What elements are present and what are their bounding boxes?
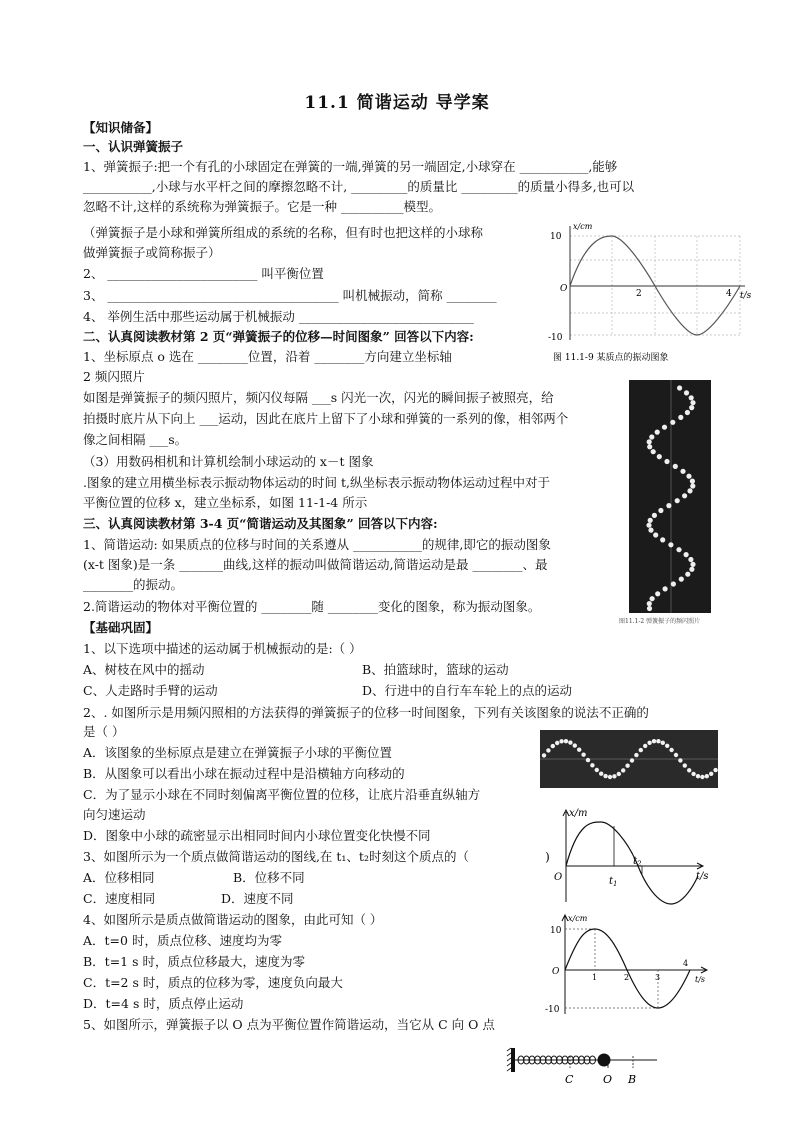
strobe-dot [687, 768, 691, 772]
strobe-dot [660, 537, 665, 542]
strobe-dot [648, 518, 653, 523]
strobe-dot [612, 774, 616, 778]
strobe-dot [691, 772, 695, 776]
strobe-dot [680, 469, 685, 474]
text-line: 2、 ________________________ 叫平衡位置 [83, 266, 324, 281]
strobe-dot [685, 572, 690, 577]
strobe-dot [682, 493, 687, 498]
q4-option-c: C．t=2 s 时，质点的位移为零，速度负向最大 [83, 975, 343, 990]
strobe-dot [688, 557, 693, 562]
strobe-dot [577, 748, 581, 752]
figure-question4-graph [545, 912, 715, 1017]
fig5-tick: 3 [655, 973, 661, 982]
strobe-dot [650, 596, 655, 601]
strobe-dot [653, 532, 658, 537]
strobe-dot [652, 739, 656, 743]
question-1: 1、以下选项中描述的运动属于机械振动的是:（ ） [83, 641, 362, 656]
fig5-ylabel: x/cm [568, 914, 588, 923]
strobe-dot [634, 753, 638, 757]
figure-spring-oscillator [507, 1046, 667, 1094]
strobe-dot [674, 753, 678, 757]
fig4-origin: O [554, 872, 563, 883]
text-line: ___________,小球与水平杆之间的摩擦忽略不计, _________的质量比 _________的质量小得多,也可以 [83, 179, 635, 194]
q1-option-b: B、拍篮球时，篮球的运动 [362, 662, 509, 677]
strobe-dot [658, 508, 663, 513]
label-c: C [565, 1073, 574, 1086]
strobe-dot [646, 523, 651, 528]
fig1-origin: O [560, 284, 568, 294]
strobe-dot [608, 775, 612, 779]
strobe-dot [639, 748, 643, 752]
strobe-dot [551, 744, 555, 748]
text-line: 2 频闪照片 [83, 369, 145, 384]
fig5-tick: 1 [592, 973, 598, 982]
text-line: (x-t 图象)是一条 _______曲线,这样的振动叫做简谐运动,简谐运动是最 ________、最 [83, 557, 548, 572]
strobe-dot [603, 774, 607, 778]
question-2: 2、. 如图所示是用频闪照相的方法获得的弹簧振子的位移一时间图象，下列有关该图象的说法不正确的 [83, 705, 649, 720]
strobe-dot [684, 552, 689, 557]
q4-option-b: B．t=1 s 时，质点位移最大，速度为零 [83, 954, 305, 969]
strobe-dot [630, 758, 634, 762]
strobe-dot [689, 405, 694, 410]
text-line: 向匀速运动 [83, 807, 146, 822]
strobe-dot [686, 474, 691, 479]
strobe-dot [677, 385, 682, 390]
strobe-dot [675, 498, 680, 503]
strobe-dot [647, 601, 652, 606]
strobe-dot [687, 488, 692, 493]
fig5-tick: 2 [624, 973, 630, 982]
q1-option-a: A、树枝在风中的摇动 [83, 662, 205, 677]
strobe-dot [647, 439, 652, 444]
text-line: 忽略不计,这样的系统称为弹簧振子。它是一种 __________模型。 [83, 199, 441, 214]
strobe-dot [581, 753, 585, 757]
text-line: 平衡位置的位移 x，建立坐标系，如图 11-1-4 所示 [83, 495, 368, 510]
text-line: （弹簧振子是小球和弹簧所组成的系统的名称，但有时也把这样的小球称 [83, 225, 484, 240]
section-heading-1: 一、认识弹簧振子 [83, 139, 184, 154]
text-line: （3）用数码相机和计算机绘制小球运动的 x－t 图象 [83, 454, 374, 469]
strobe-dot [678, 758, 682, 762]
q2-option-c: C．为了显示小球在不同时刻偏离平衡位置的位移，让底片沿垂直纵轴方 [83, 787, 481, 802]
q3-option-c: C．速度相同 [83, 891, 156, 906]
section-basics: 【基础巩固】 [83, 620, 159, 635]
q2-option-a: A．该图象的坐标原点是建立在弹簧振子小球的平衡位置 [83, 745, 393, 760]
text-line: 是（ ） [83, 724, 125, 739]
page-title: 11.1 简谐运动 导学案 [304, 93, 490, 113]
strobe-dot [684, 390, 689, 395]
strobe-dot [586, 758, 590, 762]
fig2-caption: 图11.1-2 弹簧振子的频闪照片 [619, 618, 701, 625]
fig5-y-bottom: -10 [545, 1005, 560, 1015]
strobe-dot [700, 775, 704, 779]
sine-curve [566, 822, 698, 904]
strobe-dot [655, 591, 660, 596]
strobe-dot [689, 567, 694, 572]
figure-vibration-graph [548, 222, 760, 372]
strobe-dot [663, 586, 668, 591]
text-line: 如图是弹簧振子的频闪照片，频闪仪每隔 ___s 闪光一次，闪光的瞬间振子被照亮，给 [83, 390, 554, 405]
strobe-dot [676, 547, 681, 552]
strobe-dot [595, 768, 599, 772]
strobe-dot [709, 772, 713, 776]
strobe-dot [573, 743, 577, 747]
strobe-dot [690, 483, 695, 488]
strobe-dot [621, 768, 625, 772]
fig1-x-end: 4 [726, 289, 732, 299]
strobe-dot [647, 444, 652, 449]
text-line: 拍摄时底片从下向上 ___运动，因此在底片上留下了小球和弹簧的一系列的像，相邻两个 [83, 411, 569, 426]
question-4: 4、如图所示是质点做简谐运动的图象，由此可知（ ） [83, 912, 383, 927]
fig1-xlabel: t/s [740, 291, 752, 301]
strobe-dot [679, 577, 684, 582]
section-knowledge: 【知识储备】 [83, 120, 159, 135]
strobe-dot [651, 449, 656, 454]
strobe-dot [678, 415, 683, 420]
question-3: 3、如图所示为一个质点做简谐运动的图线,在 t₁、t₂时刻这个质点的（ [83, 849, 469, 864]
strobe-dot [643, 744, 647, 748]
figure-strobe-photo-vertical [619, 380, 711, 625]
text-line: 1、简谐运动: 如果质点的位移与时间的关系遵从 ___________的规律,即它的振动图象 [83, 537, 551, 552]
sine-curve [565, 929, 690, 1008]
fig5-tick: 4 [683, 959, 689, 968]
strobe-dot [690, 479, 695, 484]
strobe-dot [705, 774, 709, 778]
q1-option-d: D、行进中的自行车车轮上的点的运动 [362, 683, 573, 698]
fig1-caption: 图 11.1-9 某质点的振动图象 [553, 353, 669, 363]
section-heading-3: 三、认真阅读教材第 3-4 页“简谐运动及其图象” 回答以下内容: [83, 516, 438, 531]
strobe-dot [668, 542, 673, 547]
strobe-dot [683, 763, 687, 767]
question-5: 5、如图所示，弹簧振子以 O 点为平衡位置作简谐运动，当它从 C 向 O 点 [83, 1017, 495, 1032]
section-heading-2: 二、认真阅读教材第 2 页“弹簧振子的位移—时间图象” 回答以下内容: [83, 329, 474, 344]
text-line: 做弹簧振子或简称振子） [83, 245, 221, 260]
figure-question3-graph [553, 806, 713, 906]
strobe-dot [671, 581, 676, 586]
strobe-dot [696, 774, 700, 778]
fig5-origin: O [552, 967, 560, 977]
strobe-dot [666, 503, 671, 508]
fig4-t1: $t_1$ [609, 876, 618, 888]
strobe-dot [652, 513, 657, 518]
strobe-dot [546, 748, 550, 752]
strobe-dot [713, 768, 717, 772]
strobe-dot [689, 395, 694, 400]
strobe-dot [559, 739, 563, 743]
text-line: .图象的建立用横坐标表示振动物体运动的时间 t,纵坐标表示振动物体运动过程中对于 [83, 475, 550, 490]
strobe-dot [662, 425, 667, 430]
label-o: O [603, 1073, 613, 1086]
strobe-dot [599, 772, 603, 776]
strobe-dot [617, 772, 621, 776]
q2-option-b: B．从图象可以看出小球在振动过程中是沿横轴方向移动的 [83, 766, 405, 781]
strobe-dot [669, 748, 673, 752]
fig4-xlabel: t/s [696, 871, 709, 882]
strobe-dot [670, 420, 675, 425]
fig1-y-bottom: -10 [548, 333, 563, 343]
q3-option-d: D．速度不同 [221, 891, 294, 906]
label-b: B [628, 1073, 637, 1086]
fig5-xlabel: t/s [695, 975, 706, 984]
fig1-ylabel: x/cm [573, 222, 593, 231]
strobe-dot [542, 753, 546, 757]
text-line: 4、 举例生活中那些运动属于机械振动 ____________________________ [83, 309, 474, 324]
text-line: 像之间相隔 ___s。 [83, 432, 188, 447]
strobe-dot [661, 741, 665, 745]
q4-option-d: D．t=4 s 时，质点停止运动 [83, 996, 244, 1011]
strobe-dot [564, 739, 568, 743]
fig1-y-top: 10 [550, 232, 562, 242]
fig1-x-mid: 2 [636, 289, 642, 299]
strobe-dot [647, 606, 652, 611]
fig5-y-top: 10 [550, 926, 562, 936]
figure-strobe-photo-horizontal [540, 730, 718, 788]
strobe-dot [673, 464, 678, 469]
strobe-dot [664, 459, 669, 464]
q2-option-d: D．图象中小球的疏密显示出相同时间内小球位置变化快慢不同 [83, 828, 431, 843]
q1-option-c: C、人走路时手臂的运动 [83, 683, 218, 698]
strobe-dot [568, 740, 572, 744]
strobe-dot [685, 410, 690, 415]
fig4-t2: $t_2$ [633, 856, 642, 868]
strobe-dot [665, 744, 669, 748]
strobe-dot [648, 528, 653, 533]
text-line: 1、弹簧振子:把一个有孔的小球固定在弹簧的一端,弹簧的另一端固定,小球穿在 ___________,能够 [83, 159, 618, 174]
q3-option-a: A．位移相同 [83, 870, 155, 885]
strobe-dot [657, 454, 662, 459]
strobe-dot [625, 764, 629, 768]
fig4-ylabel: x/m [569, 808, 588, 819]
q3-paren: ) [545, 849, 550, 864]
strobe-dot [656, 739, 660, 743]
strobe-dot [649, 434, 654, 439]
text-line: 3、 _____________________________________ 叫机械振动，简称 ________ [83, 288, 497, 303]
strobe-dot [647, 741, 651, 745]
text-line: ________的振动。 [83, 577, 184, 592]
text-line: 1、坐标原点 o 选在 ________位置，沿着 ________方向建立坐标轴 [83, 349, 452, 364]
text-line: 2.简谐运动的物体对平衡位置的 ________随 ________变化的图象，称为振动图象。 [83, 599, 541, 614]
strobe-dot [690, 400, 695, 405]
q3-option-b: B．位移不同 [233, 870, 305, 885]
q4-option-a: A．t=0 时，质点位移、速度均为零 [83, 933, 282, 948]
strobe-dot [690, 562, 695, 567]
oscillator-ball [598, 1054, 611, 1067]
strobe-dot [590, 763, 594, 767]
strobe-dot [655, 430, 660, 435]
strobe-dot [555, 741, 559, 745]
